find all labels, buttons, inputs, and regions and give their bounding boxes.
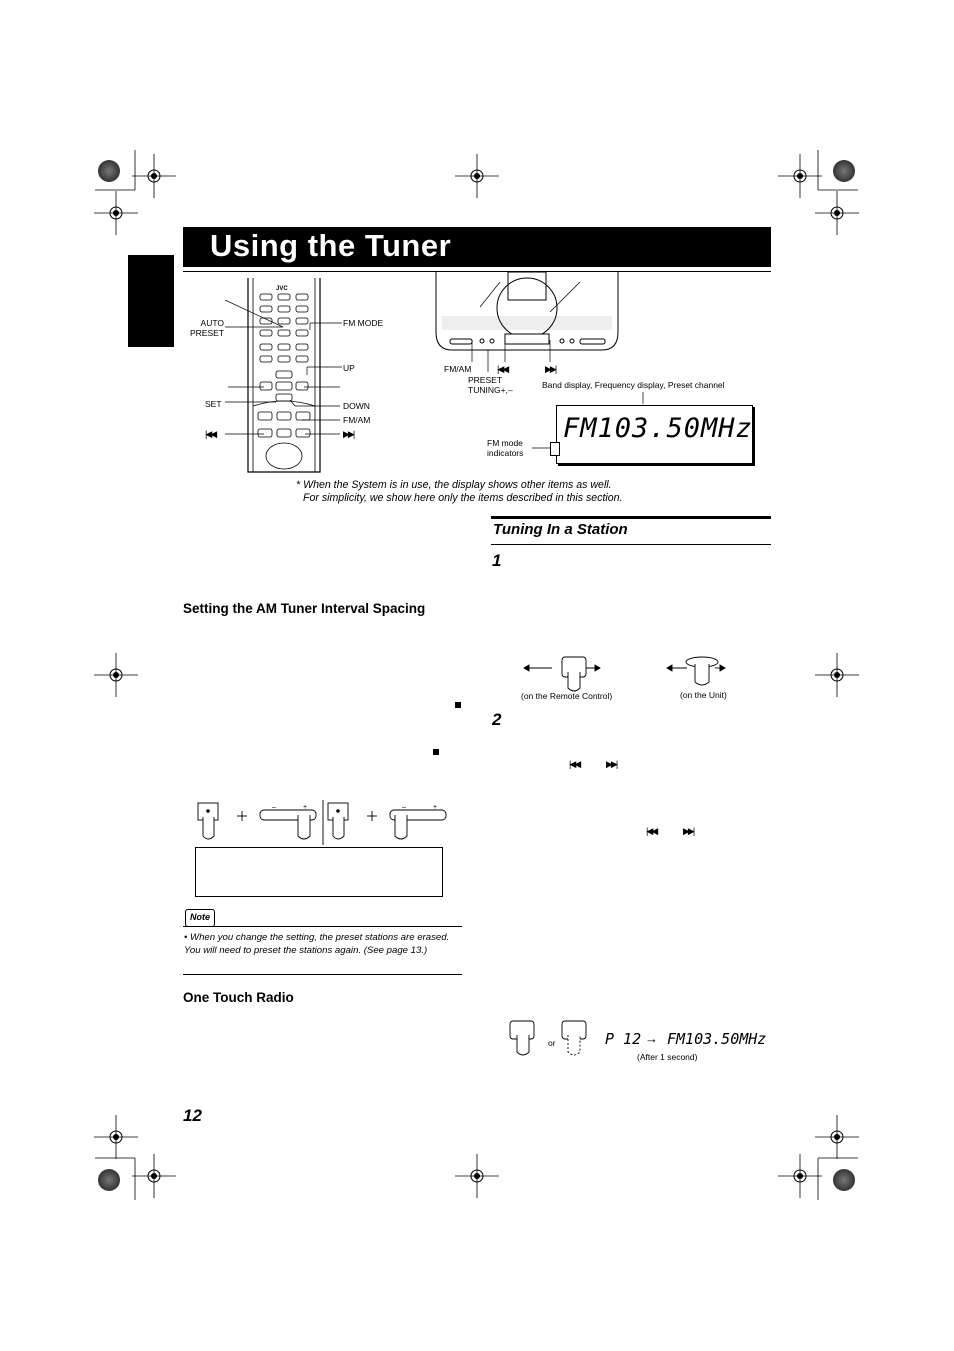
- tuning-section-bottom-rule: [491, 544, 771, 545]
- one-touch-heading: One Touch Radio: [183, 990, 294, 1005]
- tuning-section-top-rule: [491, 516, 771, 519]
- side-tab: [128, 255, 174, 347]
- display-note-line2: For simplicity, we show here only the items described in this section.: [303, 492, 623, 504]
- tuning-section-heading: Tuning In a Station: [493, 521, 628, 538]
- step2-next-glyph-1: ▶▶|: [606, 759, 617, 769]
- svg-text:+: +: [303, 804, 308, 811]
- finger-press-remote: [512, 652, 622, 694]
- label-fm-mode-indicators: FM mode indicators: [487, 438, 524, 458]
- svg-text:–: –: [272, 804, 276, 811]
- next-glyph-unit: ▶▶|: [545, 364, 556, 374]
- finger-press-unit: [665, 652, 745, 690]
- remote-leader-lines: [180, 300, 380, 450]
- remote-brand-label: JVC: [276, 286, 288, 292]
- note-top-rule: [183, 926, 462, 927]
- label-auto-preset: AUTO PRESET: [189, 318, 224, 338]
- label-fm-mode-remote: FM MODE: [343, 318, 384, 328]
- lcd-frequency: FM103.50MHz: [563, 413, 753, 444]
- step-2-number: 2: [492, 710, 502, 729]
- display-note-line1: * When the System is in use, the display shows other items as well.: [296, 479, 612, 491]
- svg-text:+: +: [433, 804, 438, 811]
- frequency-display-small: FM103.50MHz: [667, 1030, 767, 1048]
- on-remote-caption: (on the Remote Control): [521, 691, 613, 701]
- svg-text:–: –: [402, 804, 406, 811]
- step-1-number: 1: [492, 551, 502, 570]
- label-down: DOWN: [343, 401, 370, 411]
- page-title: Using the Tuner: [210, 228, 452, 263]
- prev-glyph-unit: |◀◀: [497, 364, 508, 374]
- on-unit-caption: (on the Unit): [680, 690, 727, 700]
- arrow-right-icon: →: [645, 1031, 658, 1046]
- am-spacing-display-box: [195, 847, 443, 897]
- after-one-second-caption: (After 1 second): [637, 1052, 698, 1062]
- label-fm-am-unit: FM/AM: [444, 364, 472, 374]
- bullet-square-1: [455, 702, 461, 708]
- label-set: SET: [205, 399, 222, 409]
- label-preset-tuning: PRESET TUNING+,–: [468, 375, 513, 395]
- prev-glyph-remote: |◀◀: [205, 429, 216, 439]
- step2-prev-glyph-2: |◀◀: [646, 826, 657, 836]
- note-text: • When you change the setting, the preset stations are erased. You will need to preset the stations again. (See page 13.): [184, 932, 450, 956]
- am-spacing-heading: Setting the AM Tuner Interval Spacing: [183, 601, 426, 616]
- note-icon: Note: [185, 909, 215, 927]
- label-up: UP: [343, 363, 355, 373]
- preset-channel-display: P 12: [605, 1030, 642, 1048]
- bullet-square-2: [433, 749, 439, 755]
- step2-prev-glyph-1: |◀◀: [569, 759, 580, 769]
- step2-next-glyph-2: ▶▶|: [683, 826, 694, 836]
- am-spacing-button-combos: [195, 800, 455, 845]
- note-bottom-rule: [183, 974, 462, 975]
- or-label: or: [548, 1038, 556, 1048]
- page-number: 12: [183, 1106, 202, 1125]
- next-glyph-remote: ▶▶|: [343, 429, 354, 439]
- label-fm-am-remote: FM/AM: [343, 415, 371, 425]
- fm-mode-indicator-box: [550, 442, 560, 456]
- label-band-display: Band display, Frequency display, Preset channel: [542, 380, 725, 390]
